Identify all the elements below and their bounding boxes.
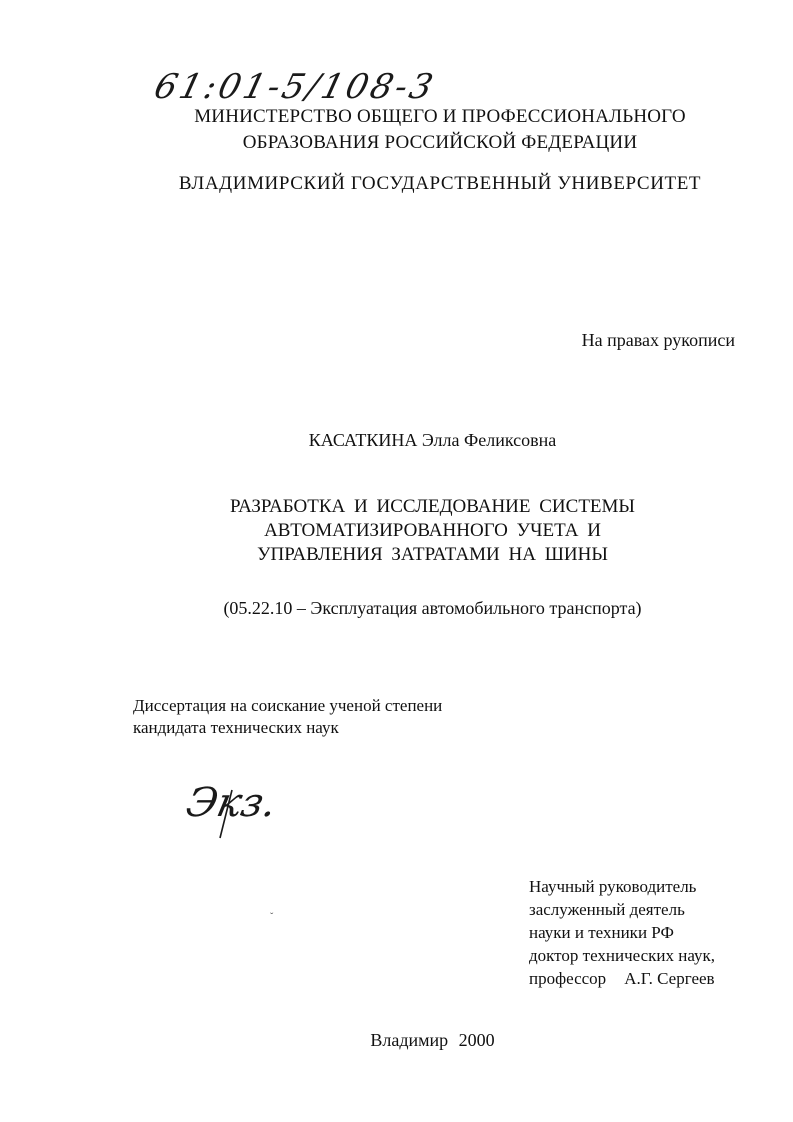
dissertation-title xyxy=(0,495,793,567)
scientific-advisor xyxy=(529,875,715,990)
manuscript-note: На правах рукописи xyxy=(581,330,735,350)
ministry-line-1: МИНИСТЕРСТВО ОБЩЕГО И ПРОФЕССИОНАЛЬНОГО xyxy=(194,106,686,127)
title-line-1: РАЗРАБОТКА И ИССЛЕДОВАНИЕ СИСТЕМЫ xyxy=(230,496,635,517)
ministry-header xyxy=(90,104,790,156)
advisor-line-2: заслуженный деятель xyxy=(529,900,685,919)
handwritten-signature xyxy=(180,770,290,840)
advisor-line-1: Научный руководитель xyxy=(529,877,697,896)
signature-text: Экз. xyxy=(182,778,282,826)
specialty-code: (05.22.10 – Эксплуатация автомобильного транспорта) xyxy=(223,598,642,618)
degree-line-2: кандидата технических наук xyxy=(133,718,339,737)
advisor-role: профессор xyxy=(529,969,607,988)
advisor-line-3: науки и техники РФ xyxy=(529,923,674,942)
degree-line-1: Диссертация на соискание ученой степени xyxy=(133,696,443,715)
title-line-2: АВТОМАТИЗИРОВАННОГО УЧЕТА И xyxy=(264,520,601,541)
advisor-line-4: доктор технических наук, xyxy=(529,946,716,965)
university-name: ВЛАДИМИРСКИЙ ГОСУДАРСТВЕННЫЙ УНИВЕРСИТЕТ xyxy=(178,173,702,194)
title-line-3: УПРАВЛЕНИЯ ЗАТРАТАМИ НА ШИНЫ xyxy=(257,544,608,565)
advisor-name: А.Г. Сергеев xyxy=(624,969,715,988)
handwritten-code-text: 61:01-5/108-3 xyxy=(150,67,440,107)
degree-statement xyxy=(133,695,442,739)
author-name: КАСАТКИНА Элла Феликсовна xyxy=(308,430,557,450)
advisor-line-5 xyxy=(529,967,715,990)
ministry-line-2: ОБРАЗОВАНИЯ РОССИЙСКОЙ ФЕДЕРАЦИИ xyxy=(242,132,638,153)
scan-speck: ˇ xyxy=(270,912,274,923)
city-year: Владимир 2000 xyxy=(370,1030,495,1050)
